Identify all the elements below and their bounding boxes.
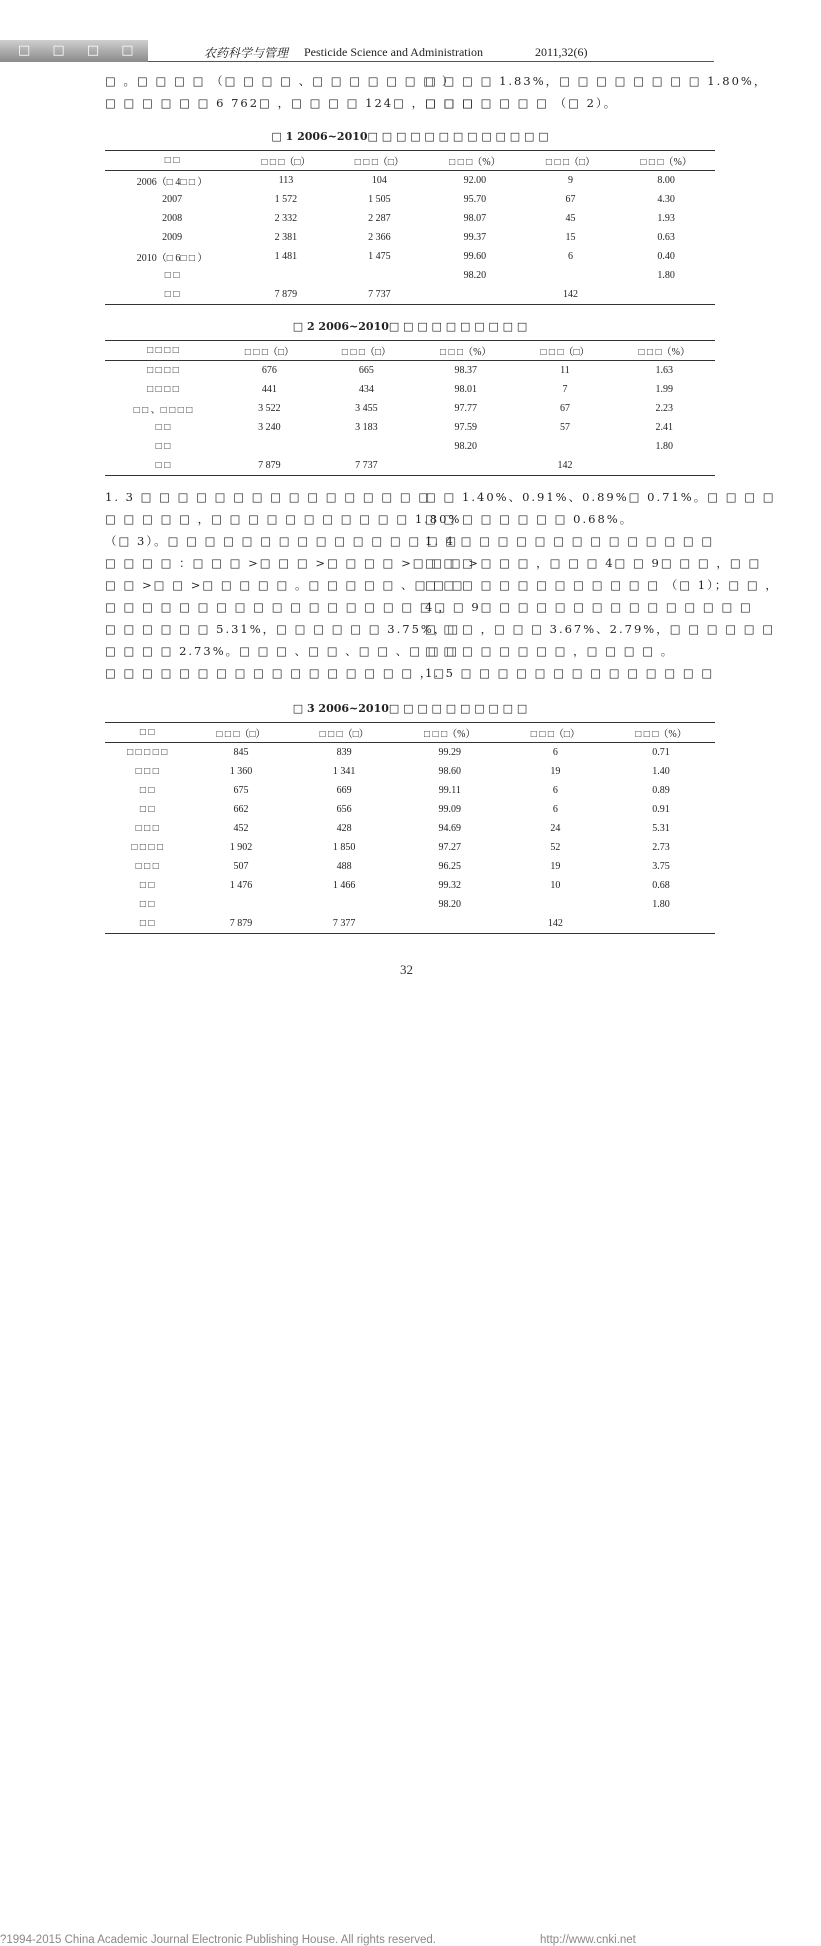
table-cell: 97.77 (454, 403, 477, 414)
table-cell: □ □ (139, 785, 155, 796)
table-cell: □ □ □ (135, 823, 159, 834)
table-row (105, 380, 715, 399)
table-cell: 67 (559, 403, 570, 414)
table-cell: 0.71 (652, 747, 670, 758)
table-cell: □ □ □ □ (147, 365, 179, 376)
journal-issue: 2011,32(6) (535, 45, 588, 59)
text-line: □ □ □ □ □ □ □ □ 0.68%。 (425, 512, 634, 526)
table2-caption: □ 2 2006~2010□ □ □ □ □ □ □ □ □ □ (292, 320, 528, 333)
site-link[interactable]: http://www.cnki.net (540, 1934, 636, 1946)
table-cell: 0.91 (652, 804, 670, 815)
text-line: □ □ □ □ □ □ □ □ □ □ □ □ □ □ □ □ □ □ ， (105, 600, 452, 614)
table-cell (613, 456, 715, 476)
table-cell (396, 914, 504, 934)
table-cell: 7 879 (274, 289, 298, 300)
table-cell: 1 341 (332, 766, 356, 777)
journal-title-en: Pesticide Science and Administration (304, 45, 483, 59)
table-cell: 3 183 (355, 422, 378, 433)
table-cell: 2010（□ 6□ □ ） (136, 253, 208, 264)
table-cell: 99.60 (463, 251, 487, 262)
table-cell: 1 466 (332, 880, 356, 891)
table-cell: 839 (336, 747, 352, 758)
table-cell: 2008 (162, 213, 183, 224)
text-line: □ □ □ □ □ □ 6 762□ ，□ □ □ □ 124□ ，□ □ □ (105, 96, 476, 110)
table-cell: 2.23 (655, 403, 673, 414)
table-cell: □ □ (155, 460, 171, 471)
table-cell (516, 437, 613, 456)
table-row (105, 914, 715, 934)
table-cell: 2.73 (652, 842, 670, 853)
table-cell: 428 (336, 823, 352, 834)
column-header: □ □ □（%） (640, 157, 692, 168)
table-cell (504, 895, 607, 914)
text-line: □ □ >□ □ >□ □ □ □ □ 。□ □ □ □ □ 、□ □ □ (105, 578, 465, 592)
journal-title-cn: 农药科学与管理 (204, 46, 289, 60)
table2 (105, 340, 715, 476)
table-cell: 7 (562, 384, 568, 395)
table-cell: 1 505 (368, 194, 391, 205)
table-cell: 434 (358, 384, 374, 395)
table-cell: 8.00 (657, 175, 675, 186)
table-cell (221, 437, 318, 456)
table-header-row (105, 151, 715, 171)
table-cell: 113 (278, 175, 294, 186)
table-cell: 0.40 (657, 251, 675, 262)
table-row (105, 838, 715, 857)
table-cell (617, 285, 715, 305)
table-cell: 98.01 (454, 384, 477, 395)
table-cell: □ □ (155, 441, 171, 452)
table-cell: 1.63 (655, 365, 673, 376)
table-cell: 98.20 (463, 270, 487, 281)
table-row (105, 819, 715, 838)
table-cell: 19 (550, 861, 561, 872)
table-cell (333, 266, 426, 285)
table-cell: 2 332 (274, 213, 298, 224)
table-cell: 97.59 (454, 422, 477, 433)
table-row (105, 285, 715, 305)
table-row (105, 209, 715, 228)
table-cell: 7 737 (355, 460, 378, 471)
table-cell: 10 (550, 880, 561, 891)
table-cell: 99.37 (463, 232, 487, 243)
table1 (105, 150, 715, 305)
table-cell: 142 (562, 289, 578, 300)
table-cell: 452 (233, 823, 249, 834)
table-cell: □ □ □ □ (147, 384, 179, 395)
table-cell: □ □ (155, 422, 171, 433)
table-cell: □ □ □ □ (131, 842, 164, 853)
table-cell: □ □ 、□ □ □ □ (133, 405, 193, 416)
table-cell: 7 879 (229, 918, 253, 929)
table-cell: 2.41 (655, 422, 673, 433)
table-cell: 1 476 (229, 880, 253, 891)
text-line: □ □ □ □ ：□ □ □ >□ □ □ >□ □ □ □ >□ □ □ > (105, 556, 480, 570)
table-cell: 3 522 (258, 403, 281, 414)
table-cell (415, 456, 517, 476)
table-cell: 3 240 (258, 422, 281, 433)
table-header-row (105, 341, 715, 361)
table-cell: □ □ (139, 804, 155, 815)
table-cell: 656 (336, 804, 352, 815)
table-cell: 7 377 (332, 918, 356, 929)
column-header: □ □ □（%） (424, 729, 476, 740)
table-cell (524, 266, 617, 285)
table-cell: 142 (547, 918, 563, 929)
table-cell: 7 879 (258, 460, 281, 471)
table-cell: 1 360 (229, 766, 253, 777)
table-cell: 2 366 (368, 232, 391, 243)
table-cell: 6 (552, 785, 558, 796)
table-cell: 97.27 (438, 842, 462, 853)
page-number: 32 (400, 962, 413, 977)
table-cell: 662 (233, 804, 249, 815)
table-cell: 9 (567, 175, 573, 186)
table-cell: 1.93 (657, 213, 675, 224)
table-cell: 1 850 (332, 842, 356, 853)
text-line: □ □ □ □ □ ，□ □ □ □ □ □ □ □ □ □ □ 1.80% (105, 512, 462, 526)
text-line: （□ 3）。□ □ □ □ □ □ □ □ □ □ □ □ □ □ □ □ (105, 534, 459, 548)
column-header: □ □ □（□） (341, 347, 392, 358)
column-header: □ □ (139, 727, 155, 738)
body-left-column (105, 486, 480, 684)
text-line: □ □ □ □ □ □ 5.31%，□ □ □ □ □ □ 3.75%，□ (105, 622, 461, 636)
column-header: □ □ □（%） (638, 347, 690, 358)
table-row (105, 895, 715, 914)
table-row (105, 361, 715, 381)
table-cell: 99.09 (438, 804, 462, 815)
table-cell: □ □ □ (135, 766, 159, 777)
table-cell: □ □ (139, 880, 155, 891)
column-header: □ □ □（%） (439, 347, 492, 358)
table-cell: □ □ (139, 899, 155, 910)
section-tag: □ □ □ □ (18, 43, 143, 58)
table-cell: 1 572 (274, 194, 298, 205)
column-header: □ □ □（□） (540, 347, 590, 358)
copyright-notice: ?1994-2015 China Academic Journal Electronic Publishing House. All rights reserved. (0, 1934, 436, 1946)
table-cell: 98.20 (438, 899, 462, 910)
table-cell: 1.80 (652, 899, 670, 910)
text-line: □ □ 1.40%、0.91%、0.89%□ 0.71%。□ □ □ □ (425, 490, 776, 504)
table-cell: □ □ (164, 289, 180, 300)
table-cell (607, 914, 715, 934)
table-cell: □ □ □ (135, 861, 159, 872)
table-cell: 57 (559, 422, 570, 433)
table-cell: 52 (550, 842, 561, 853)
table-cell: 0.68 (652, 880, 670, 891)
table-row (105, 418, 715, 437)
table-cell: 104 (371, 175, 387, 186)
table-cell: 98.07 (463, 213, 487, 224)
table-cell: 45 (565, 213, 576, 224)
text-line: □ □ □ □ □ □ ，□ □ □ 4□ □ 9□ □ □ ，□ □ (425, 556, 762, 570)
table-cell: 15 (565, 232, 576, 243)
table-cell: 11 (560, 365, 570, 376)
table-row (105, 781, 715, 800)
table-cell: 1.80 (657, 270, 675, 281)
table-cell: 142 (557, 460, 573, 471)
table-cell: 1 902 (229, 842, 253, 853)
table-cell: 94.69 (438, 823, 462, 834)
table-cell (239, 266, 332, 285)
table-cell: 99.29 (438, 747, 462, 758)
table-row (105, 190, 715, 209)
text-line: 1. 3 □ □ □ □ □ □ □ □ □ □ □ □ □ □ □ □ (105, 490, 432, 504)
table-row (105, 876, 715, 895)
table-cell: 2009 (162, 232, 183, 243)
column-header: □ □ □（□） (354, 157, 404, 168)
table-cell: 1 481 (274, 251, 298, 262)
table-cell: 488 (336, 861, 352, 872)
table-cell: 98.20 (454, 441, 477, 452)
table-cell (426, 285, 524, 305)
table-row (105, 171, 715, 191)
table3 (105, 722, 715, 934)
table-cell: 96.25 (438, 861, 462, 872)
table-row (105, 399, 715, 418)
column-header: □ □ □（%） (449, 157, 501, 168)
text-line: □ □ □ ，□ □ □ 3.67%、2.79%，□ □ □ □ □ □ (425, 622, 776, 636)
table-cell: 675 (233, 785, 249, 796)
column-header: □ □ □（%） (635, 729, 687, 740)
table-header-row (105, 723, 715, 743)
table-cell (293, 895, 396, 914)
text-line: □ 。□ □ □ □ （□ □ □ □ 、□ □ □ □ □ □ □ ） (105, 74, 456, 88)
table-cell: 665 (358, 365, 374, 376)
table-cell: 3 455 (355, 403, 378, 414)
table-cell: 6 (552, 804, 558, 815)
intro-left-column (105, 70, 475, 114)
table-cell: 5.31 (652, 823, 670, 834)
table-row (105, 857, 715, 876)
table-cell: 2007 (162, 194, 183, 205)
table-cell: 3.75 (652, 861, 670, 872)
column-header: □ □ □（□） (261, 157, 311, 168)
table-cell: 1.40 (652, 766, 670, 777)
table-cell: 845 (233, 747, 249, 758)
table-cell: 0.63 (657, 232, 675, 243)
text-line: □ □ □ □ □ □ □ □ □ □ □ □ □ （□ 1）；□ □ ， (425, 578, 779, 592)
column-header: □ □ □ □ (147, 345, 179, 356)
header-rule (148, 61, 714, 62)
table-cell: 0.89 (652, 785, 670, 796)
table-row (105, 743, 715, 763)
column-header: □ □ □（□） (244, 347, 294, 358)
table-cell: 441 (261, 384, 277, 395)
table-cell: □ □ (164, 270, 180, 281)
table3-caption: □ 3 2006~2010□ □ □ □ □ □ □ □ □ □ (292, 702, 528, 715)
table-row (105, 762, 715, 781)
table-cell: 1.80 (655, 441, 673, 452)
text-line: □ □ □ □ 1.83%，□ □ □ □ □ □ □ □ 1.80%， (425, 74, 768, 88)
table-cell: □ □ (139, 918, 155, 929)
text-line: 1. 4 □ □ □ □ □ □ □ □ □ □ □ □ □ □ (425, 534, 715, 548)
table-cell: 92.00 (463, 175, 487, 186)
column-header: □ □ (164, 155, 180, 166)
table-cell: 99.11 (438, 785, 461, 796)
text-line: □ □ □ □ □ □ □ （□ 2）。 (425, 96, 618, 110)
table-cell: 2006（□ 4□ □ ） (136, 177, 208, 188)
table-cell: 2 287 (368, 213, 391, 224)
table-row (105, 247, 715, 266)
table-row (105, 437, 715, 456)
table-cell: 7 737 (368, 289, 391, 300)
intro-right-column (425, 70, 767, 114)
table-cell: □ □ □ □ □ (127, 747, 168, 758)
table-cell: 99.32 (438, 880, 462, 891)
table-cell (189, 895, 292, 914)
table-cell: 2 381 (274, 232, 298, 243)
table-cell: 98.37 (454, 365, 477, 376)
table-row (105, 800, 715, 819)
column-header: □ □ □（□） (216, 729, 266, 740)
table-cell: 19 (550, 766, 561, 777)
table-cell: 24 (550, 823, 561, 834)
table-row (105, 456, 715, 476)
table-cell (318, 437, 415, 456)
table1-caption: □ 1 2006~2010□ □ □ □ □ □ □ □ □ □ □ □ □ (271, 130, 549, 143)
text-line: □ □ □ □ □ □ □ □ ，□ □ □ □ 。 (425, 644, 675, 658)
column-header: □ □ □（□） (530, 729, 580, 740)
table-cell: 507 (233, 861, 249, 872)
table-cell: 6 (552, 747, 558, 758)
table-cell: 4.30 (657, 194, 675, 205)
text-line: □ □ □ □ 2.73%。□ □ □ 、□ □ 、□ □ 、□ □ □ (105, 644, 460, 658)
text-line: 1. 5 □ □ □ □ □ □ □ □ □ □ □ □ □ □ (425, 666, 715, 680)
table-cell: 6 (567, 251, 573, 262)
table-cell: 1 475 (368, 251, 391, 262)
column-header: □ □ □（□） (319, 729, 369, 740)
table-cell: 95.70 (463, 194, 487, 205)
table-cell: 98.60 (438, 766, 462, 777)
table-cell: 676 (261, 365, 277, 376)
text-line: 4□ □ 9□ □ □ □ □ □ □ □ □ □ □ □ □ □ □ (425, 600, 753, 614)
section-tag-bar (0, 40, 148, 62)
body-right-column (425, 486, 779, 684)
column-header: □ □ □（□） (545, 157, 596, 168)
table-cell: 67 (565, 194, 576, 205)
table-cell: 1.99 (655, 384, 673, 395)
table-row (105, 228, 715, 247)
table-cell: 669 (336, 785, 352, 796)
text-line: □ □ □ □ □ □ □ □ □ □ □ □ □ □ □ □ □ ，□ (105, 666, 447, 680)
table-row (105, 266, 715, 285)
